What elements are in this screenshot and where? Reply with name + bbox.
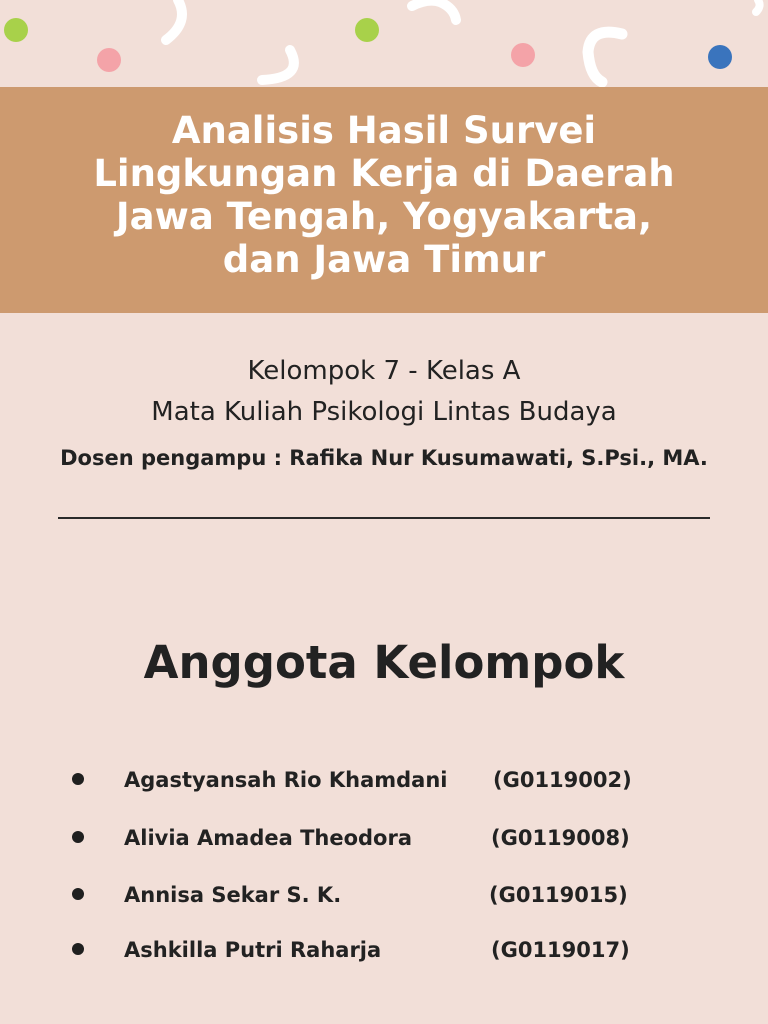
squiggle-icon <box>166 0 182 40</box>
squiggle-icon <box>588 32 622 82</box>
title-line: Lingkungan Kerja di Daerah <box>93 152 675 195</box>
list-item <box>0 875 768 915</box>
course-label: Mata Kuliah Psikologi Lintas Budaya <box>151 397 617 427</box>
divider <box>58 517 710 519</box>
squiggle-icon <box>412 1 456 20</box>
member-nim: (G0119002) <box>493 768 632 792</box>
list-item <box>0 760 768 800</box>
pink-dot-icon <box>511 43 535 67</box>
member-name: Agastyansah Rio Khamdani <box>124 768 448 792</box>
squiggle-icon <box>262 50 294 80</box>
bullet-icon <box>72 943 84 955</box>
bullet-icon <box>72 888 84 900</box>
blue-dot-icon <box>708 45 732 69</box>
group-label: Kelompok 7 - Kelas A <box>247 356 521 386</box>
title-line: dan Jawa Timur <box>222 238 546 281</box>
member-nim: (G0119015) <box>489 883 628 907</box>
squiggle-icon <box>756 0 760 12</box>
member-name: Annisa Sekar S. K. <box>124 883 342 907</box>
page-title <box>0 109 768 281</box>
member-name: Ashkilla Putri Raharja <box>124 938 382 962</box>
title-line: Analisis Hasil Survei <box>171 109 597 152</box>
members-heading: Anggota Kelompok <box>143 636 625 689</box>
member-name: Alivia Amadea Theodora <box>124 826 413 850</box>
title-line: Jawa Tengah, Yogyakarta, <box>115 195 653 238</box>
green-dot-icon <box>4 18 28 42</box>
lecturer-label: Dosen pengampu : Rafika Nur Kusumawati, S.Psi., MA. <box>60 446 708 470</box>
pink-dot-icon <box>97 48 121 72</box>
member-nim: (G0119017) <box>491 938 630 962</box>
bullet-icon <box>72 773 84 785</box>
confetti-decoration <box>0 0 768 88</box>
list-item <box>0 818 768 858</box>
green-dot-icon <box>355 18 379 42</box>
list-item <box>0 930 768 970</box>
bullet-icon <box>72 831 84 843</box>
member-nim: (G0119008) <box>491 826 630 850</box>
